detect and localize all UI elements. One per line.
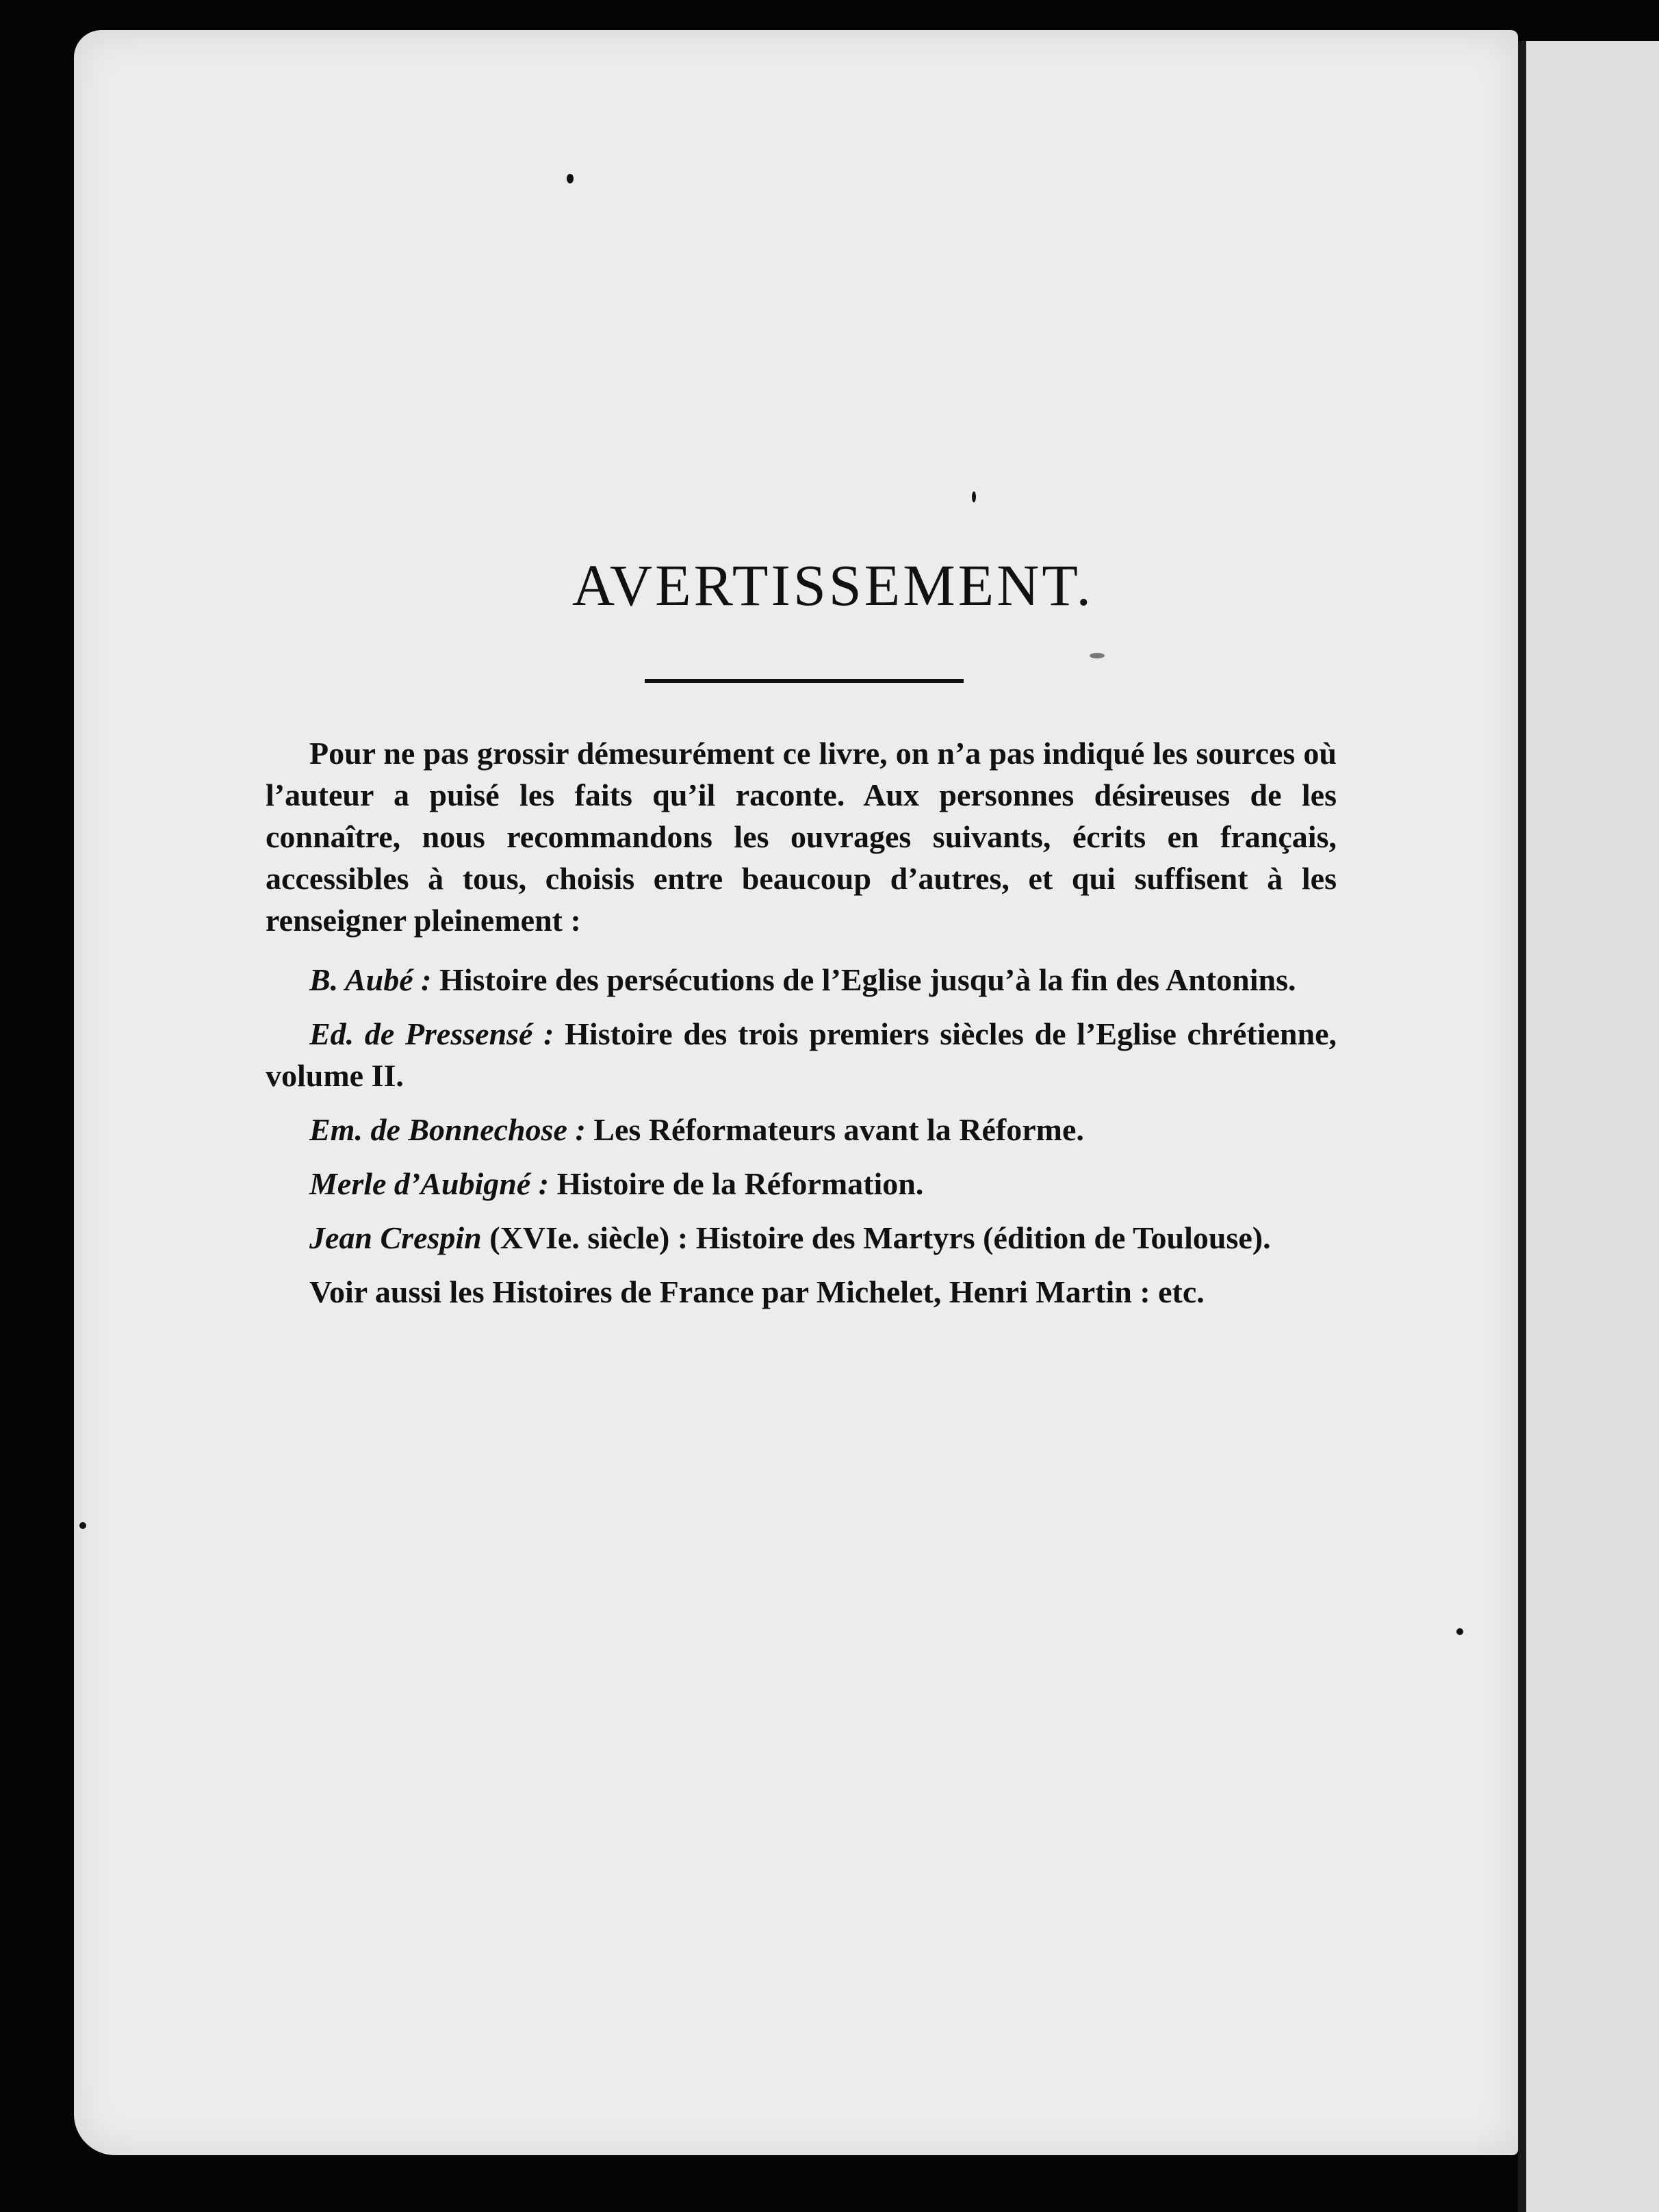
source-entry — [266, 1163, 1337, 1205]
ink-speck — [972, 491, 976, 502]
source-work: Histoire des persécutions de l’Eglise jusqu’à la fin des Antonins. — [439, 962, 1296, 997]
source-author: Ed. de Pressensé : — [309, 1016, 554, 1051]
source-author: Merle d’Aubigné : — [309, 1166, 550, 1201]
ink-speck — [1456, 1628, 1463, 1635]
ink-speck — [79, 1522, 86, 1529]
ink-speck — [1090, 653, 1105, 658]
source-entry — [266, 1013, 1337, 1096]
ink-speck — [567, 174, 574, 183]
source-work: Histoire des trois premiers siècles de l’Eglise chrétienne, volume II. — [266, 1016, 1337, 1093]
source-author: Em. de Bonnechose : — [309, 1112, 586, 1147]
notice-body — [266, 732, 1337, 1325]
closing-paragraph: Voir aussi les Histoires de France par Michelet, Henri Martin : etc. — [309, 1274, 1205, 1309]
title-rule — [645, 679, 964, 683]
source-entry — [266, 1217, 1337, 1259]
source-entry — [266, 959, 1337, 1001]
source-work: Les Réformateurs avant la Réforme. — [593, 1112, 1084, 1147]
source-entry — [266, 1109, 1337, 1150]
facing-page-edge — [1526, 41, 1659, 2212]
source-work: Histoire des Martyrs (édition de Toulouse). — [695, 1220, 1271, 1255]
source-author: B. Aubé : — [309, 962, 432, 997]
bleed-through-shadow — [293, 331, 339, 480]
source-note: (XVIe. siècle) : — [489, 1220, 689, 1255]
page-title: AVERTISSEMENT. — [572, 552, 1094, 618]
intro-paragraph: Pour ne pas grossir démesurément ce livre, on n’a pas indiqué les sources où l’auteur a puisé les faits qu’il raconte. Aux personnes désireuses de les connaître, nous recommandons les ouvrages suivants, écrits en français, accessibles à tous, choisis entre beaucoup d’autres, et qui suffisent à les renseigner pleinement : — [266, 736, 1337, 938]
source-work: Histoire de la Réformation. — [556, 1166, 924, 1201]
page-gutter — [1518, 41, 1526, 2212]
source-author: Jean Crespin — [309, 1220, 482, 1255]
